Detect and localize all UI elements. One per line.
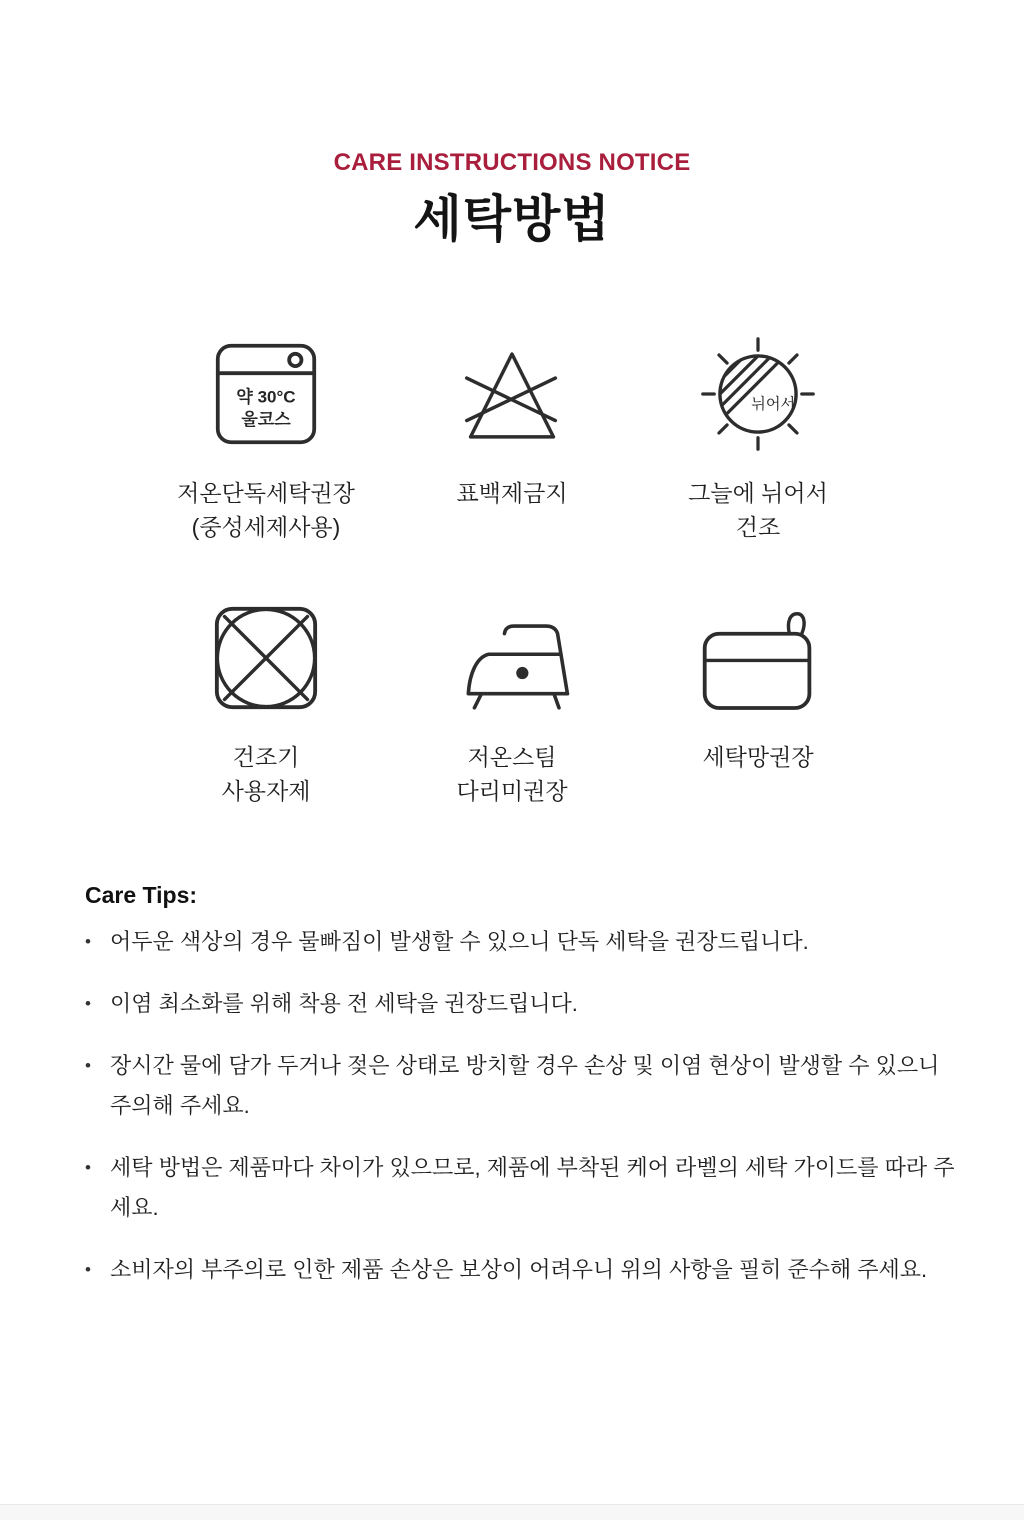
wash-course-text: 울코스	[241, 410, 291, 430]
symbol-label: 저온단독세탁권장 (중성세제사용)	[177, 480, 355, 540]
bullet-icon: •	[85, 1260, 91, 1279]
symbol-cell-wash	[143, 336, 389, 544]
care-tip-item	[85, 1046, 962, 1126]
symbol-label: 건조기 사용자제	[221, 744, 311, 804]
page-bottom-edge	[0, 1504, 1024, 1520]
care-tip-item	[85, 984, 962, 1024]
no-bleach-icon	[389, 336, 635, 452]
care-tip-text: 어두운 색상의 경우 물빠짐이 발생할 수 있으니 단독 세탁을 권장드립니다.	[110, 929, 809, 954]
symbol-cell-no-bleach	[389, 336, 635, 544]
bullet-icon: •	[85, 1056, 91, 1075]
wash-temp-text: 약 30°C	[236, 387, 296, 407]
symbol-cell-laundry-net	[635, 600, 881, 808]
shade-flat-dry-icon	[635, 336, 881, 452]
no-tumble-dry-icon	[143, 600, 389, 716]
care-tip-text: 이염 최소화를 위해 착용 전 세탁을 권장드립니다.	[110, 991, 578, 1016]
care-tips-heading: Care Tips:	[85, 882, 198, 908]
symbol-cell-shade-dry	[635, 336, 881, 544]
wash-30-wool-icon	[143, 336, 389, 452]
care-tips-section	[85, 880, 962, 1290]
header	[0, 0, 1024, 250]
care-symbols-grid	[0, 336, 1024, 808]
care-tip-item	[85, 922, 962, 962]
shade-dry-text: 뉘어서	[751, 396, 796, 414]
bullet-icon: •	[85, 994, 91, 1013]
symbol-label: 세탁망권장	[702, 744, 814, 770]
care-tip-item	[85, 1148, 962, 1228]
symbol-cell-no-tumble-dry	[143, 600, 389, 808]
bullet-icon: •	[85, 1158, 91, 1177]
laundry-net-icon	[635, 600, 881, 716]
symbol-label: 표백제금지	[456, 480, 568, 506]
low-steam-iron-icon	[389, 600, 635, 716]
bullet-icon: •	[85, 932, 91, 951]
care-tip-item	[85, 1250, 962, 1290]
care-tip-text: 소비자의 부주의로 인한 제품 손상은 보상이 어려우니 위의 사항을 필히 준수해 주세요.	[110, 1257, 928, 1282]
care-tip-text: 장시간 물에 담가 두거나 젖은 상태로 방치할 경우 손상 및 이염 현상이 발생할 수 있으니 주의해 주세요.	[110, 1053, 940, 1118]
symbol-cell-iron	[389, 600, 635, 808]
symbol-label: 그늘에 뉘어서 건조	[688, 480, 828, 540]
notice-title: CARE INSTRUCTIONS NOTICE	[333, 149, 691, 176]
symbol-label: 저온스팀 다리미권장	[456, 744, 568, 804]
page-title: 세탁방법	[413, 191, 611, 247]
care-tip-text: 세탁 방법은 제품마다 차이가 있으므로, 제품에 부착된 케어 라벨의 세탁 가이드를 따라 주세요.	[110, 1155, 955, 1220]
